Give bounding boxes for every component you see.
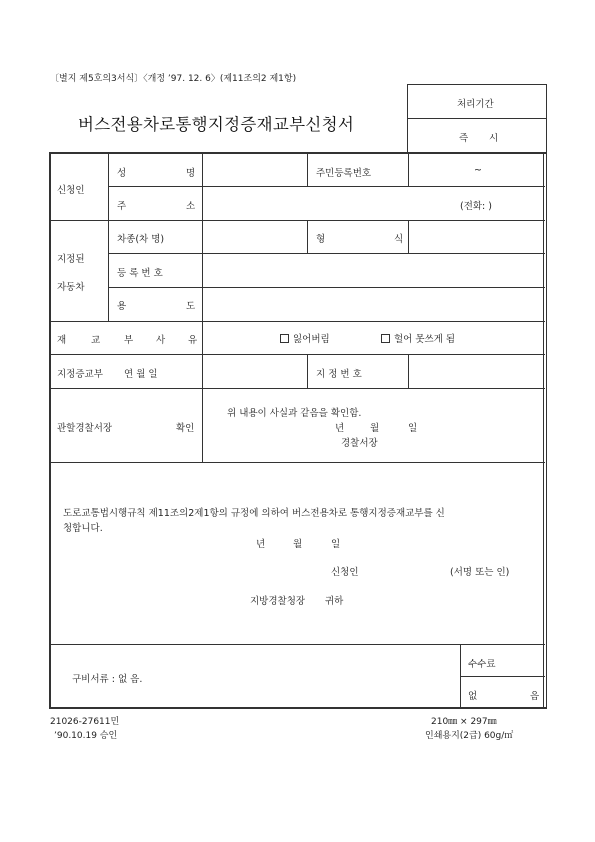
police-chief-label: 관할경찰서장 [57, 423, 113, 434]
reason-lost-option[interactable]: 잃어버림 [280, 331, 330, 345]
rrn-separator: ~ [474, 165, 482, 176]
address-label-a: 주 [117, 201, 127, 212]
paper-spec: 인쇄용지(2급) 60g/㎡ [425, 731, 514, 741]
signature-hint: (서명 또는 인) [450, 567, 510, 578]
processing-period-value-a: 즉 [459, 133, 469, 144]
form-reference: 〔별지 제5호의3서식〕〈개정 ’97. 12. 6〉(제11조의2 제1항) [50, 74, 297, 84]
issue-date-field[interactable] [203, 356, 307, 387]
type-label-b: 식 [394, 234, 404, 245]
confirm-date-day: 일 [408, 423, 418, 434]
processing-period-value-b: 시 [489, 133, 499, 144]
model-label: 차종(차 명) [117, 234, 165, 245]
confirmation-text: 위 내용이 사실과 같음을 확인함. [227, 408, 362, 419]
approval-date: ’90.10.19 승인 [54, 731, 118, 741]
address-label-b: 소 [186, 201, 196, 212]
registration-number-label: 등 록 번 호 [117, 268, 163, 279]
rrn-label: 주민등록번호 [316, 168, 372, 179]
paper-size: 210㎜ × 297㎜ [431, 717, 497, 727]
honorific-label: 귀하 [325, 596, 344, 607]
fee-value-a: 없 [468, 691, 478, 702]
type-field[interactable] [409, 222, 543, 253]
police-station-chief: 경찰서장 [341, 438, 378, 449]
applicant-section-label: 신청인 [57, 185, 85, 196]
declaration-line-2: 청합니다. [63, 523, 103, 534]
phone-label: (전화: ) [460, 201, 492, 212]
type-label-a: 형 [316, 234, 326, 245]
fee-value-b: 음 [530, 691, 540, 702]
issue-date-label-b: 연 월 일 [124, 369, 158, 380]
reason-worn-option[interactable]: 헐어 못쓰게 됨 [381, 331, 455, 345]
processing-period-label: 처리기간 [457, 99, 494, 110]
vehicle-section-label-1: 지정된 [57, 254, 85, 265]
use-label-a: 용 [117, 301, 127, 312]
name-label-a: 성 [117, 168, 127, 179]
fee-label: 수수료 [468, 659, 496, 670]
declaration-applicant-label: 신청인 [331, 567, 359, 578]
checkbox-worn[interactable] [381, 334, 390, 343]
model-field[interactable] [203, 222, 307, 253]
checkbox-lost[interactable] [280, 334, 289, 343]
confirm-date-year: 년 [335, 423, 345, 434]
issue-date-label-a: 지정증교부 [57, 369, 103, 380]
declaration-date-month: 월 [293, 539, 303, 550]
confirm-label: 확인 [176, 423, 195, 434]
name-label-b: 명 [186, 168, 196, 179]
designation-number-label: 지 정 번 호 [316, 369, 362, 380]
vehicle-section-label-2: 자동차 [57, 282, 85, 293]
registration-number-field[interactable] [203, 255, 543, 286]
applicant-name-field[interactable] [203, 155, 307, 186]
declaration-line-1: 도로교통법시행규칙 제11조의2제1항의 규정에 의하여 버스전용차로 통행지정증재교부를 신 [63, 508, 445, 519]
use-field[interactable] [203, 289, 543, 320]
required-documents-text: 구비서류 : 없 음. [72, 674, 143, 685]
confirm-date-month: 월 [370, 423, 380, 434]
designation-number-field[interactable] [409, 356, 543, 387]
form-title: 버스전용차로통행지정증재교부신청서 [78, 115, 355, 134]
recipient-label: 지방경찰청장 [250, 596, 306, 607]
address-field[interactable] [203, 188, 543, 219]
declaration-date-year: 년 [256, 539, 266, 550]
use-label-b: 도 [186, 301, 196, 312]
form-code: 21026-27611민 [50, 717, 120, 727]
declaration-date-day: 일 [331, 539, 341, 550]
